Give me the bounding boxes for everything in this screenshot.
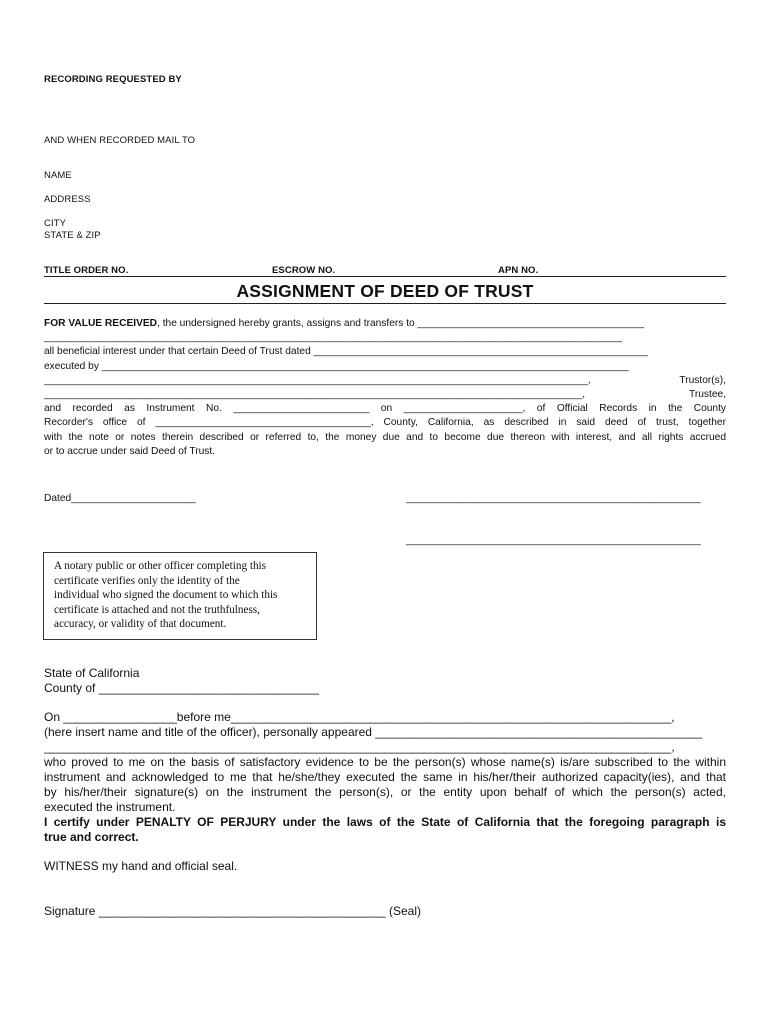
notary-disclaimer-line: individual who signed the document to which this [54, 589, 278, 602]
signature-line-2: ____________________________________________________ [406, 535, 701, 546]
acknowledgment-paragraph [44, 710, 726, 845]
instrument-line: and recorded as Instrument No. ________________________ on _____________________, of Official Records in the County [44, 403, 726, 415]
ack-body-line: by his/her/their signature(s) on the instrument the person(s), or the entity upon behalf of which the person(s) acted, [44, 785, 726, 799]
ack-body-line: instrument and acknowledged to me that he/she/they executed the same in his/her/their authorized capacity(ies), and that [44, 770, 726, 784]
apn-label: APN NO. [498, 265, 539, 276]
appeared-blank-line: ______________________________________________________________________________________________, [44, 740, 675, 754]
when-recorded-mail-to: AND WHEN RECORDED MAIL TO [44, 135, 196, 146]
trustee-line [44, 388, 726, 402]
assignment-paragraph [44, 317, 726, 459]
address-label: ADDRESS [44, 194, 91, 205]
ack-body-line: who proved to me on the basis of satisfactory evidence to be the person(s) whose name(s) is/are subscribed to the within [44, 755, 726, 769]
signature-line-1: ____________________________________________________ [406, 493, 701, 504]
trustee-blank: _______________________________________________________________________________________________, [44, 388, 586, 400]
city-label: CITY [44, 218, 67, 229]
perjury-line-1: I certify under PENALTY OF PERJURY under the laws of the State of California that the foregoing paragraph is [44, 815, 726, 829]
header-rule-bottom [44, 303, 726, 304]
escrow-label: ESCROW NO. [272, 265, 336, 276]
notary-signature-line: Signature ___________________________________________ (Seal) [44, 904, 422, 918]
assignment-line-1-rest: , the undersigned hereby grants, assigns and transfers to ________________________________________ [157, 318, 645, 329]
trustee-label: Trustee, [689, 388, 726, 400]
notary-disclaimer-line: certificate is attached and not the truthfulness, [54, 603, 260, 616]
notary-disclaimer-line: accuracy, or validity of that document. [54, 618, 227, 631]
recording-requested-by: RECORDING REQUESTED BY [44, 74, 182, 85]
state-zip-label: STATE & ZIP [44, 230, 101, 241]
assignment-line-1 [44, 317, 726, 331]
witness-line: WITNESS my hand and official seal. [44, 859, 238, 873]
state-of-california: State of California [44, 666, 140, 680]
deed-dated-line: all beneficial interest under that certain Deed of Trust dated ___________________________________________________________ [44, 346, 648, 358]
header-rule-top [44, 276, 726, 277]
ack-body-last-line: executed the instrument. [44, 800, 176, 814]
note-rights-line: with the note or notes therein described or referred to, the money due and to become due thereon with interest, and all rights accrued [44, 431, 726, 443]
trustor-label: Trustor(s), [679, 374, 726, 386]
county-of-line: County of _________________________________ [44, 681, 319, 695]
on-before-me-line: On _________________before me__________________________________________________________________, [44, 710, 675, 724]
notary-disclaimer-line: certificate verifies only the identity of the [54, 574, 240, 587]
accrue-line: or to accrue under said Deed of Trust. [44, 445, 216, 457]
trustor-line [44, 374, 726, 388]
notary-disclaimer-line: A notary public or other officer completing this [54, 560, 266, 572]
trustor-blank: ________________________________________________________________________________________________, [44, 374, 591, 386]
assignee-blank-line: ______________________________________________________________________________________________________ [44, 332, 622, 344]
recorders-office-line: Recorder's office of ______________________________________, County, California, as described in said deed of trust, together [44, 417, 726, 429]
name-label: NAME [44, 170, 72, 181]
document-title: ASSIGNMENT OF DEED OF TRUST [236, 281, 534, 301]
title-order-label: TITLE ORDER NO. [44, 265, 129, 276]
dated-line: Dated______________________ [44, 493, 196, 504]
officer-appeared-line: (here insert name and title of the officer), personally appeared _________________________________________________ [44, 725, 703, 739]
for-value-received: FOR VALUE RECEIVED [44, 318, 158, 329]
notary-disclaimer-box [43, 552, 317, 640]
perjury-line-2: true and correct. [44, 830, 139, 844]
executed-by-line: executed by _____________________________________________________________________________________________ [44, 360, 629, 372]
